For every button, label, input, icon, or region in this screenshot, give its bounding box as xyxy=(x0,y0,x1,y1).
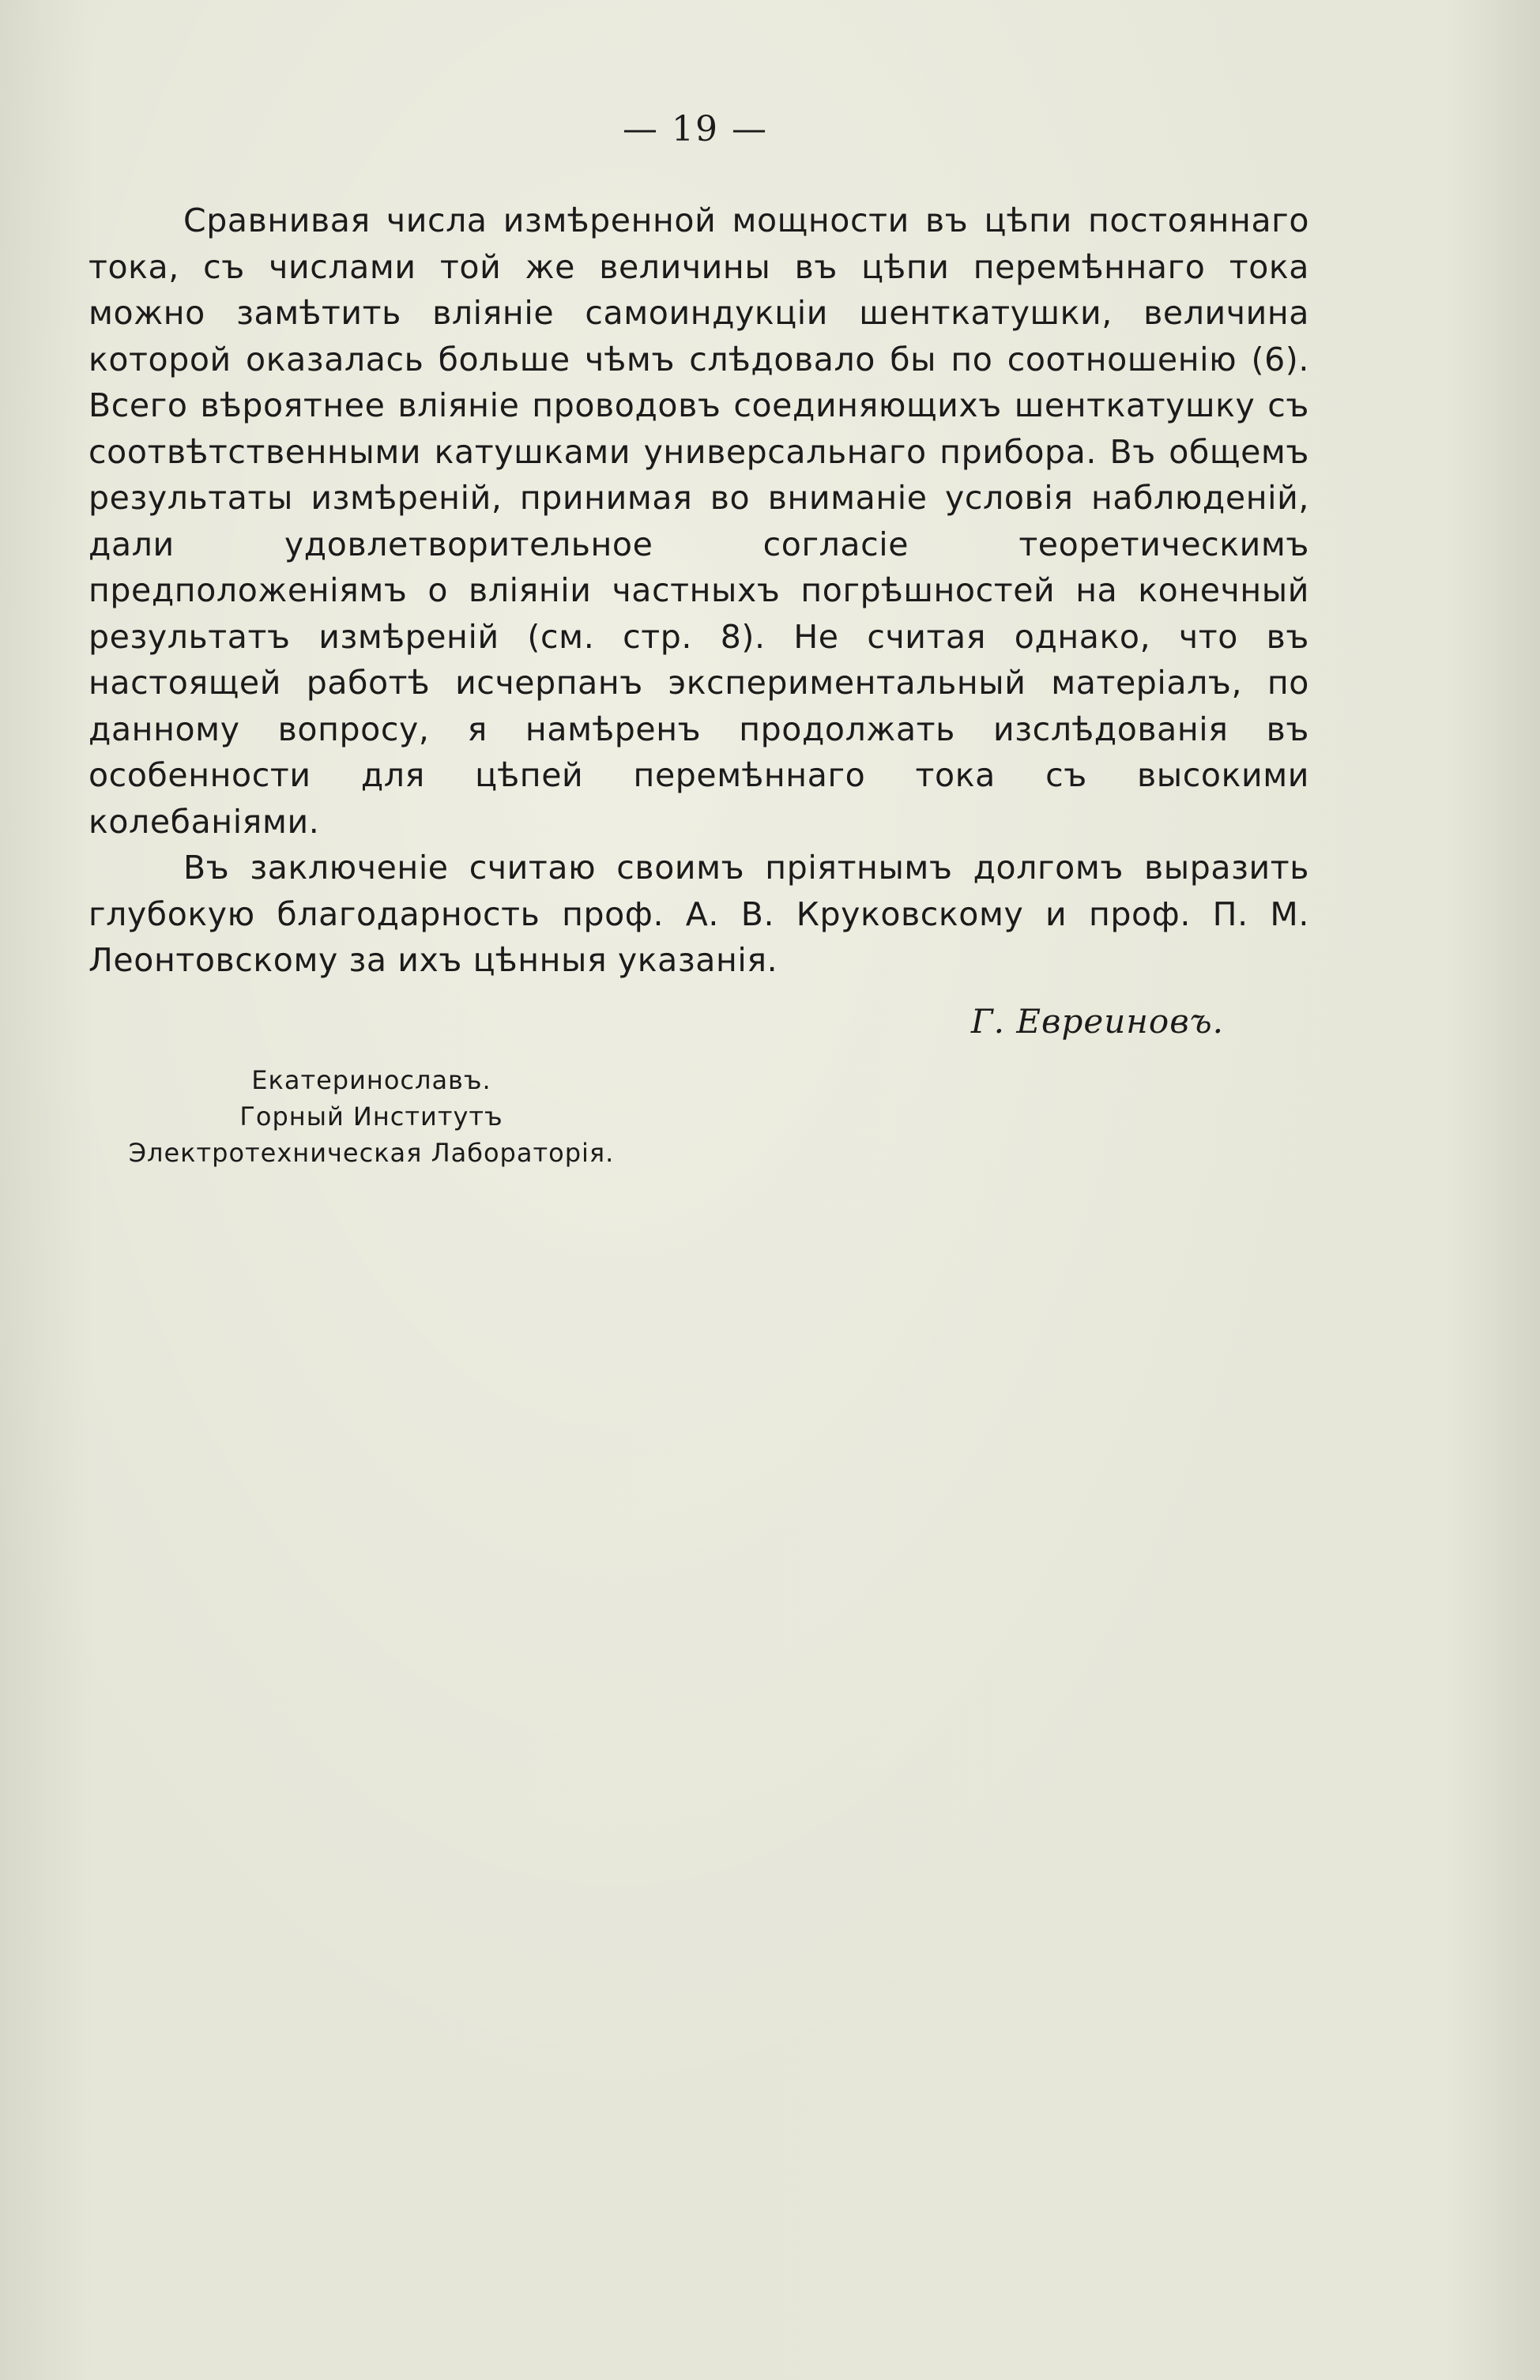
place-city: Екатеринославъ. xyxy=(251,1065,491,1095)
place-laboratory: Электротехническая Лабораторія. xyxy=(128,1138,615,1168)
paragraph-acknowledgement: Въ заключеніе считаю своимъ пріятнымъ долгомъ выразить глубокую благодарность проф. А. В. Круковскому и проф. П. М. Леонтовскому за ихъ цѣнныя указанія. xyxy=(88,849,1309,979)
paragraph-conclusion: Сравнивая числа измѣренной мощности въ цѣпи постояннаго тока, съ числами той же величины въ цѣпи перемѣннаго тока можно замѣтить вліяніе самоиндукціи шенткатушки, величина которой оказалась больше чѣмъ слѣдовало бы по соотношенію (6). Всего вѣроятнее вліяніе проводовъ соединяющихъ шенткатушку съ соотвѣтственными катушками универсальнаго прибора. Въ общемъ результаты измѣреній, принимая во вниманіе условія наблюденій, дали удовлетворительное согласіе теоретическимъ предположеніямъ о вліяніи частныхъ погрѣшностей на конечный результатъ измѣреній (см. стр. 8). Не считая однако, что въ настоящей работѣ исчерпанъ экспериментальный матеріалъ, по данному вопросу, я намѣренъ продолжать изслѣдованія въ особенности для цѣпей перемѣннаго тока съ высокими колебаніями. xyxy=(88,201,1309,841)
place-institute: Горный Институтъ xyxy=(239,1102,503,1132)
institution-block xyxy=(103,1062,640,1171)
author-signature: Г. Евреиновъ. xyxy=(970,1002,1224,1041)
body-text xyxy=(88,198,1309,984)
page-number: — 19 — xyxy=(623,109,768,149)
